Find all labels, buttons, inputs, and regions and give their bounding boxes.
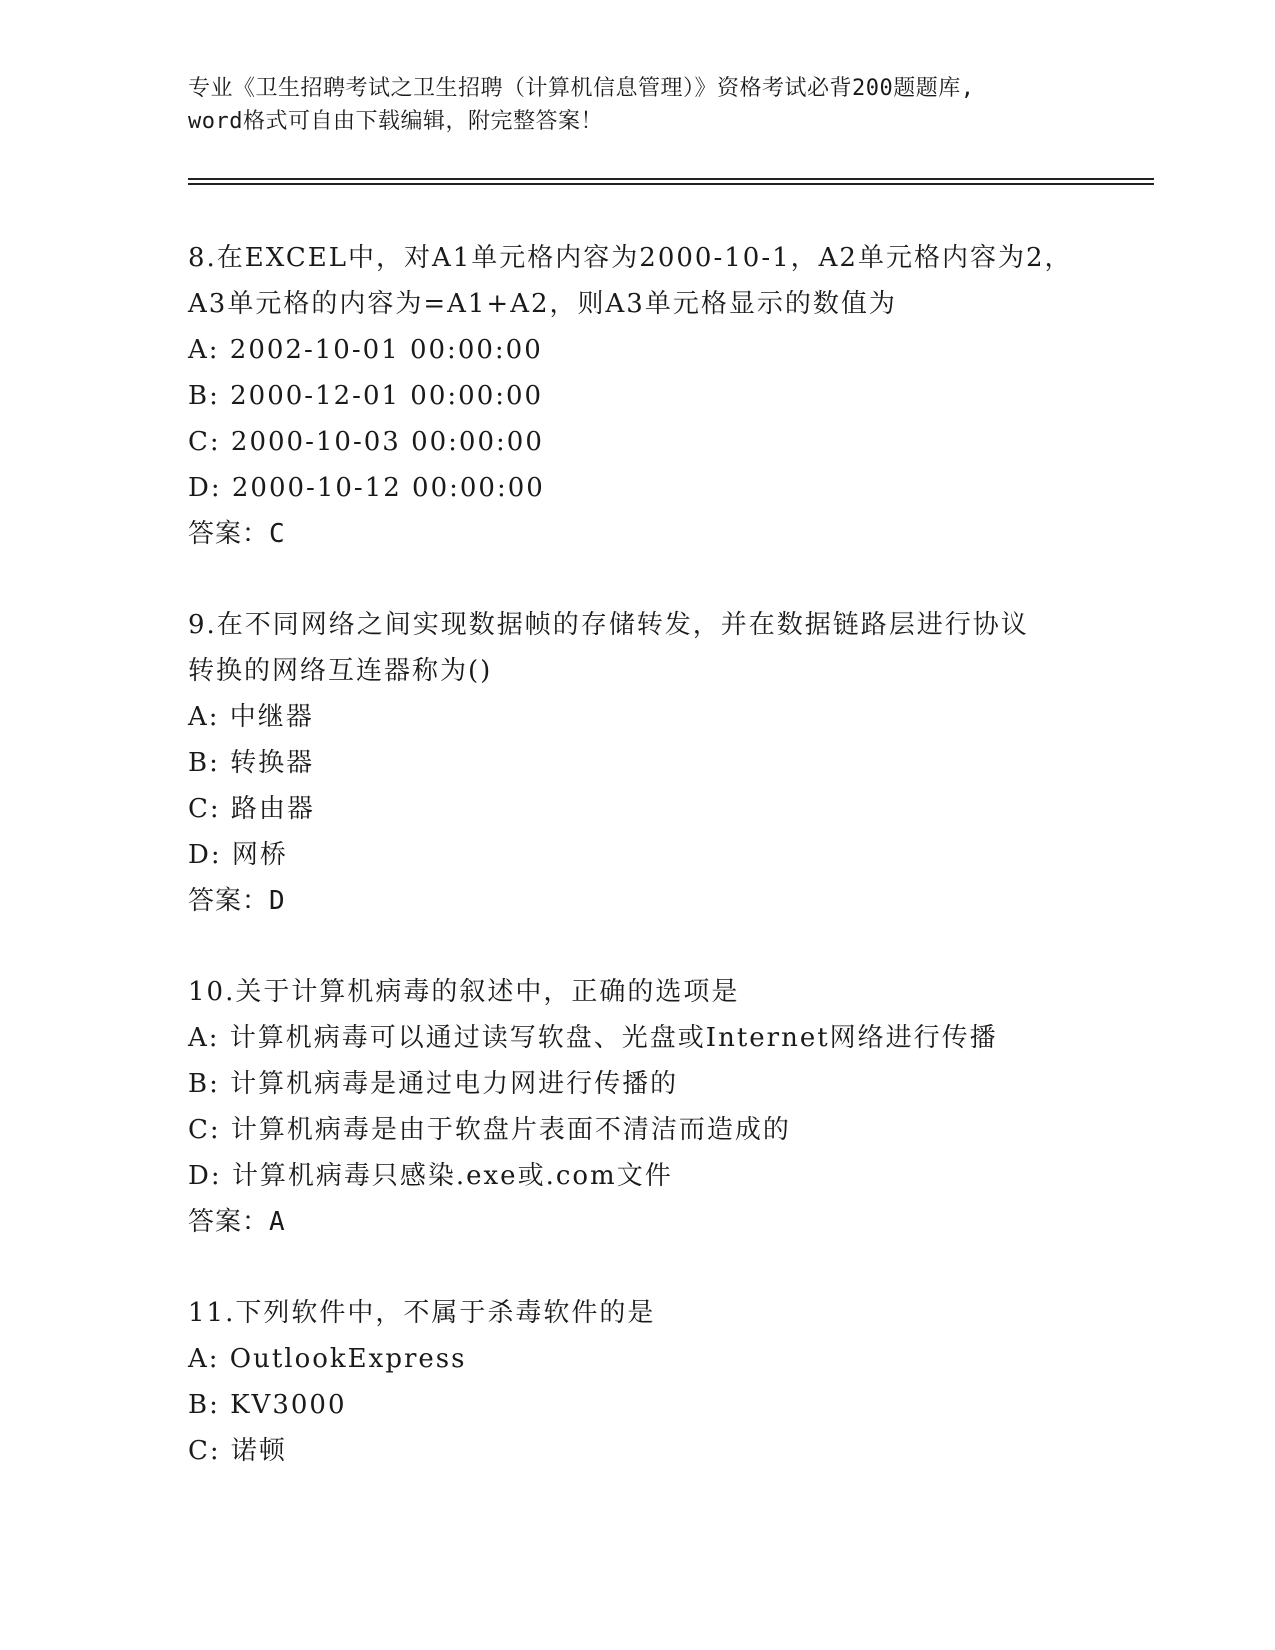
question-10 [188,969,1088,1245]
option-a: A: OutlookExpress [188,1344,467,1374]
option-c: C: 计算机病毒是由于软盘片表面不清洁而造成的 [188,1115,791,1145]
option-a: A: 中继器 [188,702,314,732]
question-stem-line: 10.关于计算机病毒的叙述中，正确的选项是 [188,977,740,1007]
question-9 [188,602,1088,924]
option-c: C: 路由器 [188,794,315,824]
question-8 [188,235,1088,557]
answer-line: 答案：A [188,1207,286,1237]
answer-line: 答案：C [188,519,286,549]
option-a: A: 计算机病毒可以通过读写软盘、光盘或Internet网络进行传播 [188,1023,998,1053]
question-list [188,235,1088,1519]
question-stem-line: 8.在EXCEL中，对A1单元格内容为2000-10-1，A2单元格内容为2， [188,243,1073,273]
document-header [188,72,1088,138]
question-stem-line: A3单元格的内容为=A1+A2，则A3单元格显示的数值为 [188,289,897,319]
option-a: A: 2002-10-01 00:00:00 [188,335,543,365]
option-b: B: 转换器 [188,748,315,778]
header-divider-top [188,178,1154,180]
header-title-line-2: word格式可自由下载编辑，附完整答案！ [188,109,603,134]
option-d: D: 计算机病毒只感染.exe或.com文件 [188,1161,673,1191]
question-11 [188,1290,1088,1474]
header-divider-bottom [188,183,1154,185]
option-d: D: 网桥 [188,840,288,870]
question-stem-line: 转换的网络互连器称为() [188,656,493,686]
question-stem-line: 11.下列软件中，不属于杀毒软件的是 [188,1298,656,1328]
option-b: B: KV3000 [188,1390,347,1420]
answer-line: 答案：D [188,886,286,916]
option-c: C: 2000-10-03 00:00:00 [188,427,544,457]
header-title-line-1: 专业《卫生招聘考试之卫生招聘（计算机信息管理）》资格考试必背200题题库, [188,76,975,101]
option-c: C: 诺顿 [188,1436,287,1466]
question-stem-line: 9.在不同网络之间实现数据帧的存储转发，并在数据链路层进行协议 [188,610,1029,640]
option-d: D: 2000-10-12 00:00:00 [188,473,545,503]
option-b: B: 2000-12-01 00:00:00 [188,381,544,411]
option-b: B: 计算机病毒是通过电力网进行传播的 [188,1069,679,1099]
